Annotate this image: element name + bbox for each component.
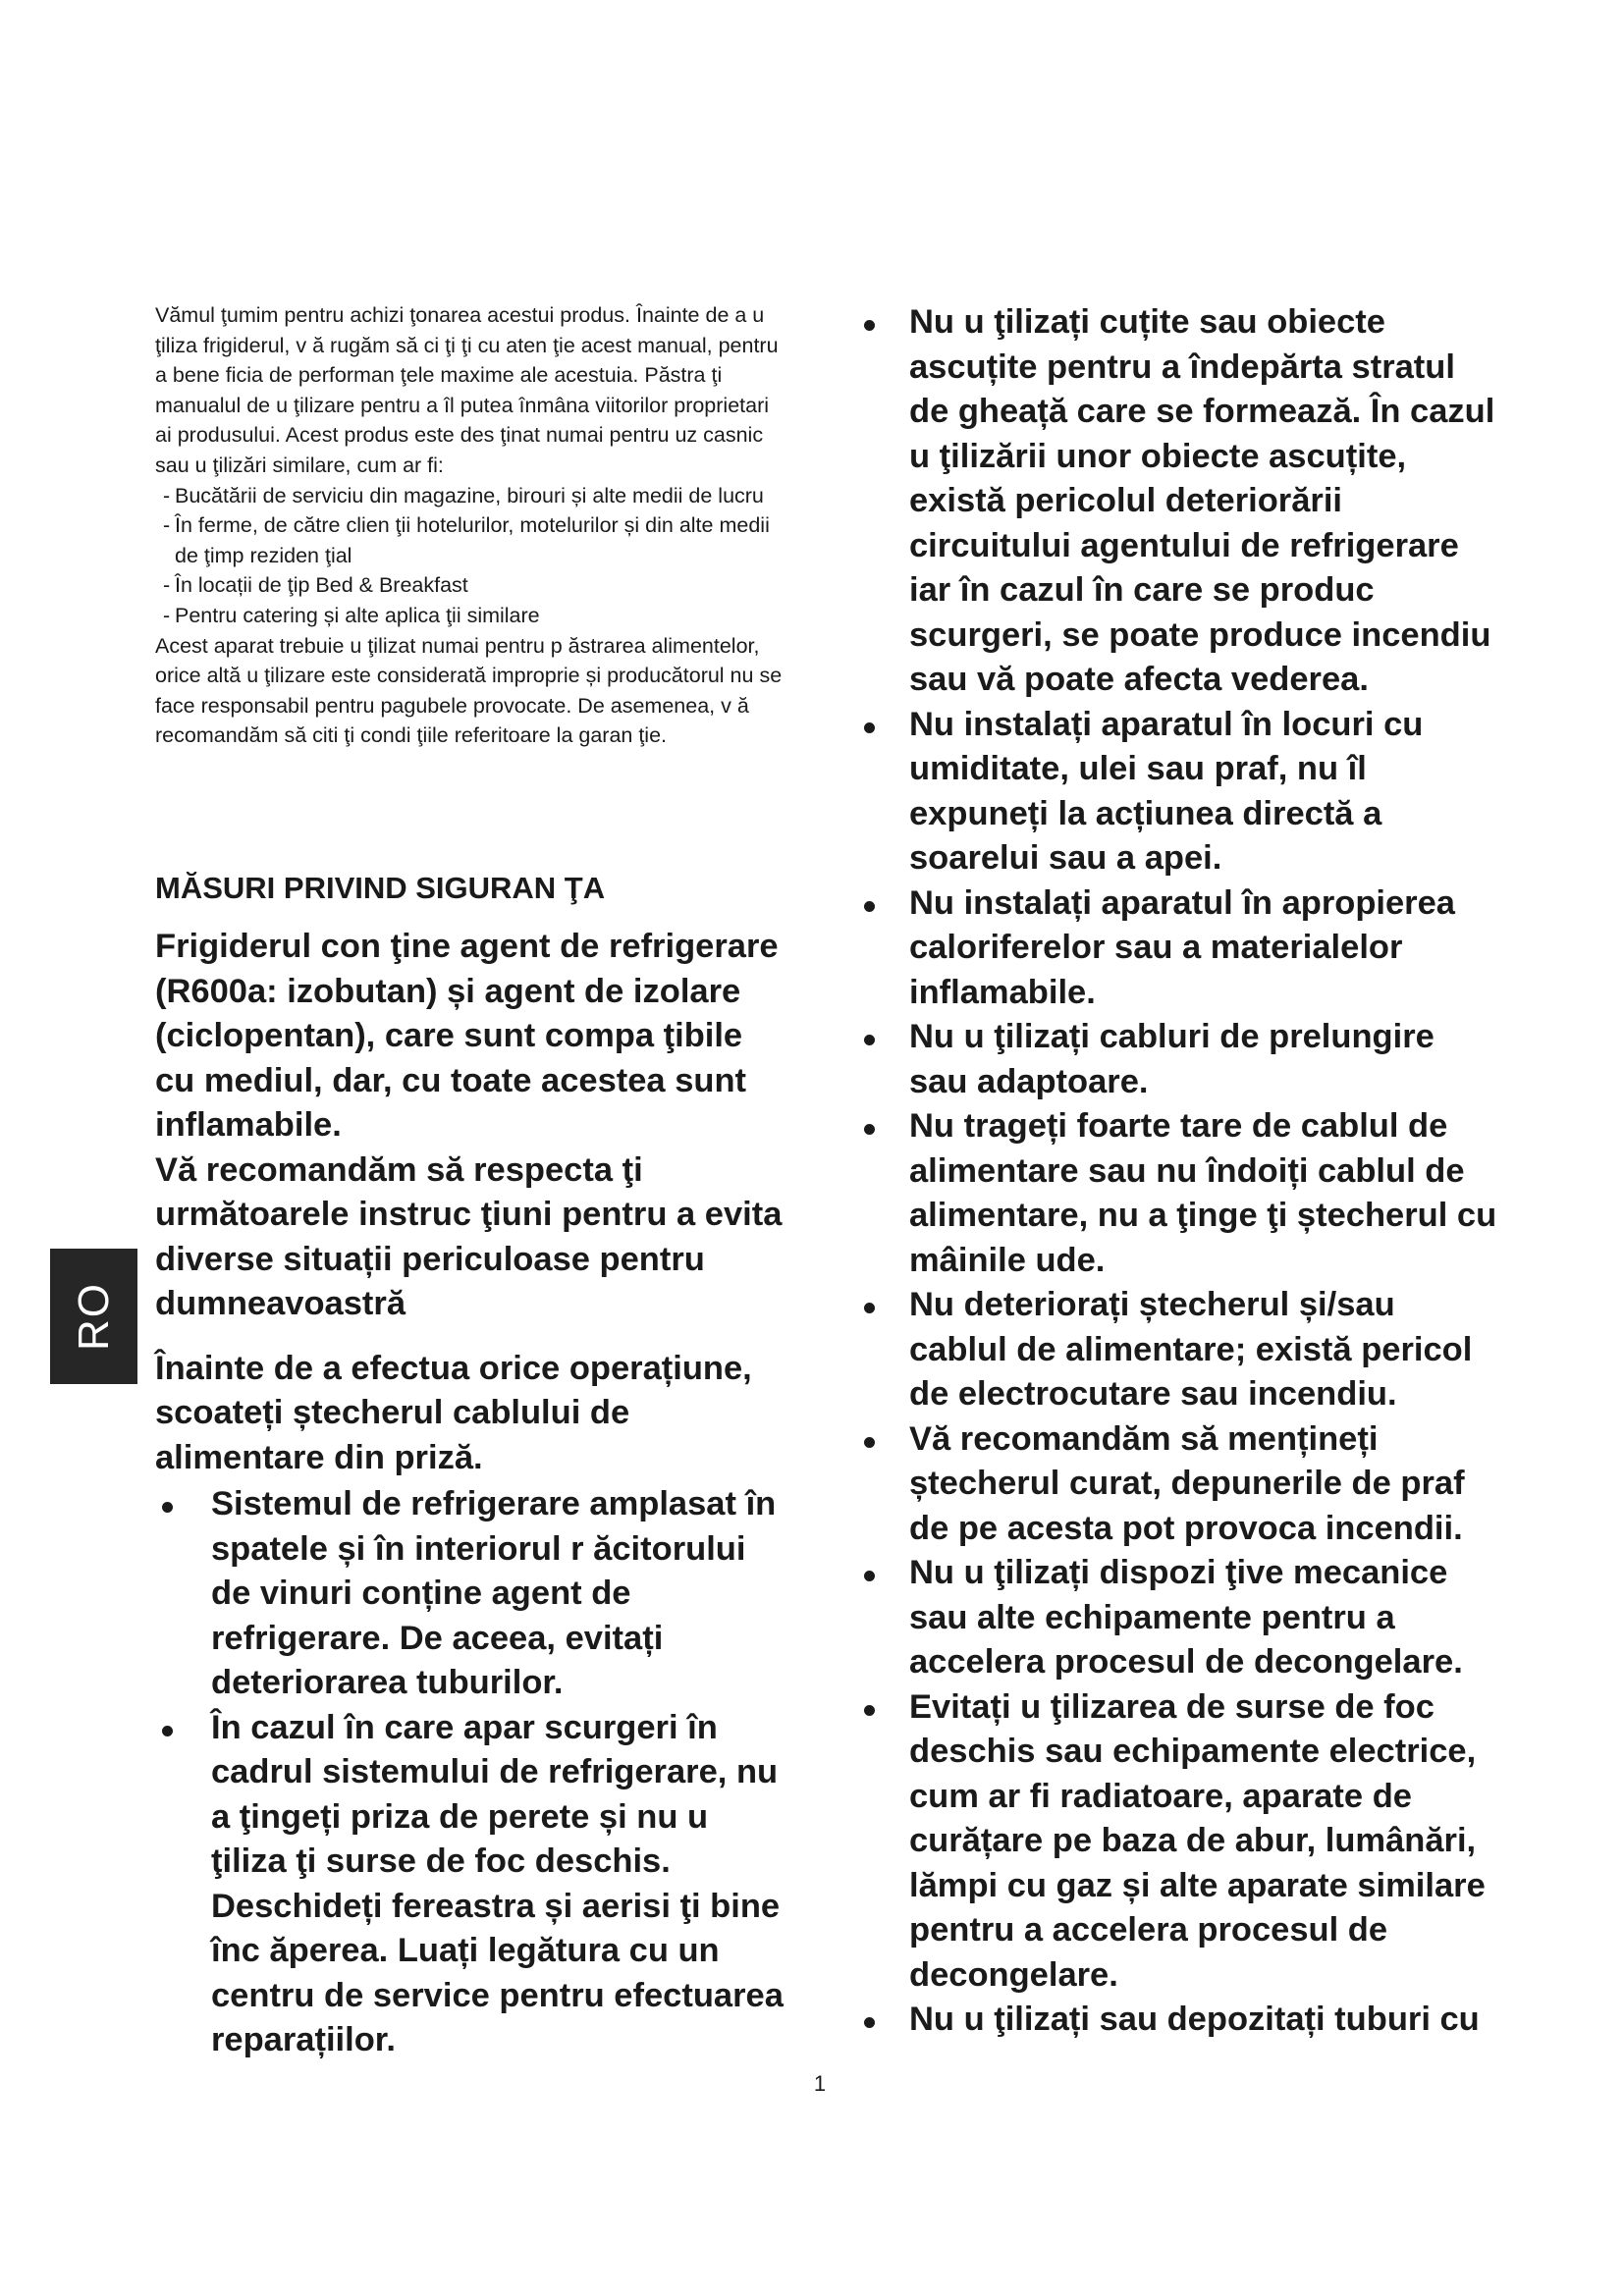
list-item: Nu deteriorați ștecherul și/sau cablul de alimentare; există pericol de electrocutare sau incendiu. [853, 1283, 1501, 1417]
refrigerant-paragraph: Frigiderul con ţine agent de refrigerare (R600a: izobutan) și agent de izolare (ciclopentan), care sunt compa ţibile cu mediul, dar, cu toate acestea sunt inflamabile. [155, 928, 779, 1144]
list-item: În cazul în care apar scurgeri în cadrul sistemului de refrigerare, nu a ţingeți priza de perete și nu u ţiliza ţi surse de foc deschis. Deschideți fereastra și aerisi ţi bine înc ăperea. Luați legătura cu un centru de service pentru efectuarea reparațiilor. [155, 1706, 784, 2063]
bullet-icon [864, 722, 875, 733]
list-item: Nu u ţilizați sau depozitați tuburi cu [853, 1998, 1501, 2043]
bullet-icon [162, 1726, 173, 1736]
list-item: - În locații de ţip Bed & Breakfast [163, 573, 468, 598]
bullet-icon [864, 2017, 875, 2028]
list-item: Vă recomandăm să mențineți ștecherul curat, depunerile de praf de pe acesta pot provoca incendii. [853, 1417, 1501, 1552]
list-item: Evitați u ţilizarea de surse de foc deschis sau echipamente electrice, cum ar fi radiatoare, aparate de curățare pe baza de abur, lumânări, lămpi cu gaz și alte aparate similare pentru a accelera procesul de decongelare. [853, 1685, 1501, 1999]
bullet-icon [864, 1035, 875, 1045]
list-item: - Bucătării de serviciu din magazine, birouri și alte medii de lucru [163, 483, 764, 507]
list-item: - În ferme, de către clien ţii hotelurilor, motelurilor și din alte medii de ţimp reziden ţial [163, 513, 770, 567]
list-item: Nu instalați aparatul în apropierea caloriferelor sau a materialelor inflamabile. [853, 881, 1501, 1016]
list-item: Nu u ţilizați cuțite sau obiecte ascuțite pentru a îndepărta stratul de gheață care se formează. În cazul u ţilizării unor obiecte ascuțite, există pericolul deteriorării circuitului agentului de refrigerare iar în cazul în care se produc scurgeri, se poate produce incendiu sau vă poate afecta vederea. [853, 300, 1501, 703]
list-item: - Pentru catering și alte aplica ţii similare [163, 603, 540, 627]
unplug-paragraph: Înainte de a efectua orice operațiune, scoateți ștecherul cablului de alimentare din priză. [155, 1349, 752, 1476]
bullet-icon [162, 1502, 173, 1513]
left-bullet-list [155, 1482, 784, 2063]
language-tab-label: RO [69, 1282, 118, 1351]
right-bullet-list [853, 300, 1501, 2043]
bullet-icon [864, 1705, 875, 1716]
language-tab [50, 1249, 137, 1384]
list-item: Nu trageți foarte tare de cablul de alimentare sau nu îndoiți cablul de alimentare, nu a ţinge ţi ștecherul cu mâinile ude. [853, 1104, 1501, 1283]
list-item: Nu u ţilizați cabluri de prelungire sau adaptoare. [853, 1015, 1501, 1104]
list-item: Sistemul de refrigerare amplasat în spatele și în interiorul r ăcitorului de vinuri conține agent de refrigerare. De aceea, evitați deteriorarea tuburilor. [155, 1482, 784, 1706]
intro-section [155, 300, 784, 751]
intro-paragraph-2: Acest aparat trebuie u ţilizat numai pentru p ăstrarea alimentelor, orice altă u ţilizare este considerată improprie și producătorul nu se face responsabil pentru pagubele provocate. De asemenea, v ă recomandăm să citi ţi condi ţiile referitoare la garan ţie. [155, 633, 783, 748]
list-item: Nu instalați aparatul în locuri cu umiditate, ulei sau praf, nu îl expuneți la acțiunea directă a soarelui sau a apei. [853, 703, 1501, 881]
bullet-icon [864, 1303, 875, 1313]
section-heading: MĂSURI PRIVIND SIGURAN ŢA [155, 871, 606, 905]
safety-left-column [155, 925, 784, 2063]
usage-list [155, 481, 784, 631]
page-number: 1 [813, 2071, 827, 2096]
list-item: Nu u ţilizați dispozi ţive mecanice sau alte echipamente pentru a accelera procesul de decongelare. [853, 1551, 1501, 1685]
safety-right-column [853, 300, 1501, 2043]
bullet-icon [864, 1437, 875, 1448]
bullet-icon [864, 901, 875, 912]
bullet-icon [864, 1124, 875, 1135]
recommendation-paragraph: Vă recomandăm să respecta ţi următoarele instruc ţiuni pentru a evita diverse situații periculoase pentru dumneavoastră [155, 1150, 783, 1322]
bullet-icon [864, 1571, 875, 1581]
bullet-icon [864, 320, 875, 331]
intro-paragraph-1: Vămul ţumim pentru achizi ţonarea acestui produs. Înainte de a u ţiliza frigiderul, v ă rugăm să ci ţi ţi cu aten ţie acest manual, pentru a bene ficia de performan ţele maxime ale acestuia. Păstra ţi manualul de u ţilizare pentru a îl putea înmâna viitorilor proprietari ai produsului. Acest produs este des ţinat numai pentru uz casnic sau u ţilizări similare, cum ar fi: [155, 303, 779, 477]
